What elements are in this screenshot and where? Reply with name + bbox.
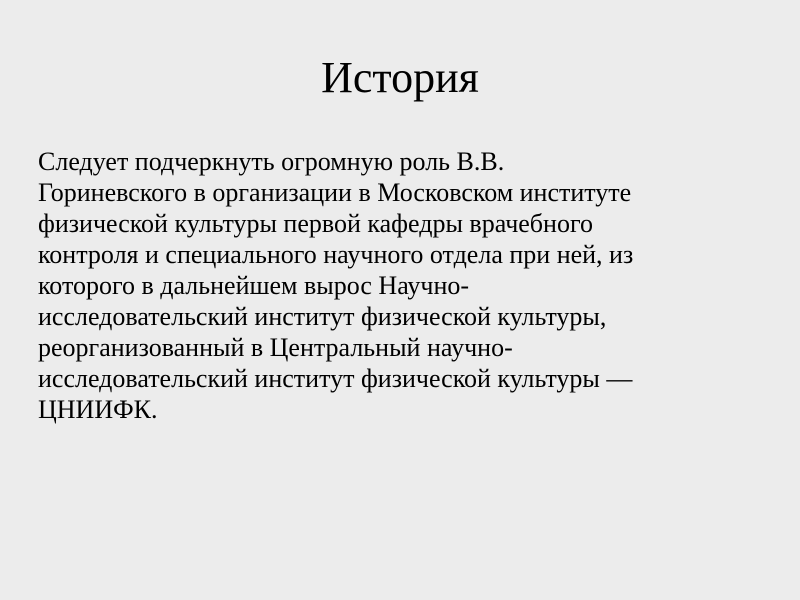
body-line: исследовательский институт физической культуры, <box>38 302 607 331</box>
body-line: ЦНИИФК. <box>38 395 158 424</box>
body-line: исследовательский институт физической культуры — <box>38 364 633 393</box>
body-line: контроля и специального научного отдела при ней, из <box>38 240 634 269</box>
body-line: реорганизованный в Центральный научно- <box>38 333 513 362</box>
body-line: которого в дальнейшем вырос Научно- <box>38 271 470 300</box>
body-line: Следует подчеркнуть огромную роль В.В. <box>38 147 505 176</box>
body-line: Гориневского в организации в Московском институте <box>38 178 632 207</box>
slide-body-text <box>38 146 768 425</box>
body-line: физической культуры первой кафедры врачебного <box>38 209 593 238</box>
slide-title: История <box>321 53 479 102</box>
